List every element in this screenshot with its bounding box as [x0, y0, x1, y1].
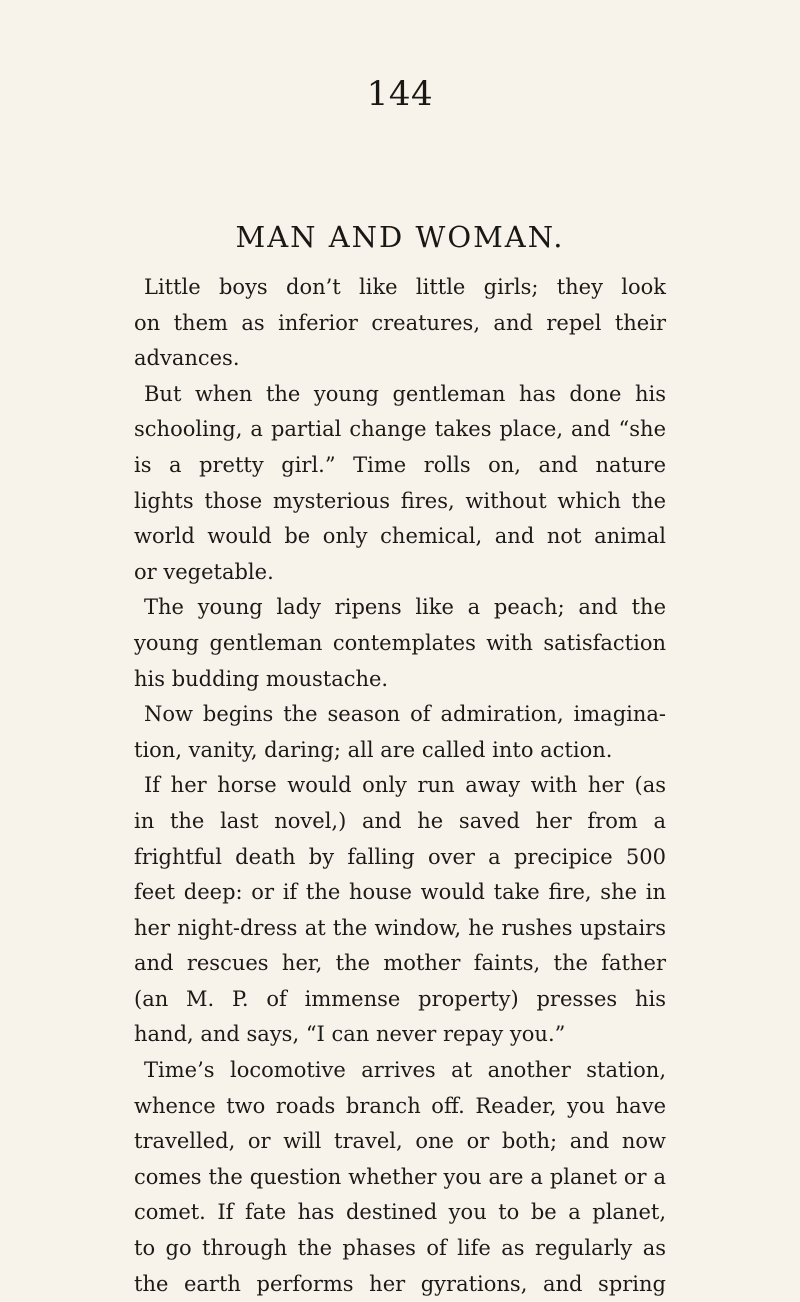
text-line: tion, vanity, daring; all are called into action.	[134, 737, 613, 762]
text-line: or vegetable.	[134, 559, 274, 584]
text-line: But when the young gentleman has done his	[144, 381, 666, 406]
text-line: in the last novel,) and he saved her from a	[134, 808, 666, 833]
chapter-title: MAN AND WOMAN.	[235, 220, 565, 254]
text-line: feet deep: or if the house would take fire, she in	[134, 880, 666, 905]
text-line: comet. If fate has destined you to be a planet,	[134, 1200, 666, 1225]
body-text	[134, 270, 666, 1302]
text-line: schooling, a partial change takes place, and “she	[134, 417, 666, 442]
text-line: If her horse would only run away with her (as	[144, 773, 666, 798]
text-line: hand, and says, “I can never repay you.”	[134, 1022, 566, 1047]
text-line: young gentleman contemplates with satisfaction	[134, 630, 666, 655]
page-number: 144	[366, 74, 434, 114]
text-line: comes the question whether you are a planet or a	[134, 1164, 666, 1189]
text-line: is a pretty girl.” Time rolls on, and nature	[134, 452, 666, 477]
text-line: travelled, or will travel, one or both; and now	[134, 1129, 666, 1154]
text-line: and rescues her, the mother faints, the father	[134, 951, 666, 976]
text-line: (an M. P. of immense property) presses his	[134, 986, 666, 1011]
text-line: on them as inferior creatures, and repel their	[134, 310, 666, 335]
text-line: lights those mysterious fires, without which the	[134, 488, 666, 513]
text-line: whence two roads branch off. Reader, you have	[134, 1093, 666, 1118]
text-line: frightful death by falling over a precipice 500	[134, 844, 666, 869]
text-line: The young lady ripens like a peach; and the	[144, 595, 666, 620]
text-line: world would be only chemical, and not animal	[134, 524, 666, 549]
text-line: the earth performs her gyrations, and spring	[134, 1271, 666, 1296]
text-line: Now begins the season of admiration, imagina-	[144, 702, 666, 727]
text-line: to go through the phases of life as regularly as	[134, 1236, 666, 1261]
text-line: Little boys don’t like little girls; they look	[144, 275, 666, 299]
text-line: her night-dress at the window, he rushes upstairs	[134, 915, 666, 940]
text-line: advances.	[134, 346, 240, 371]
text-line: Time’s locomotive arrives at another station,	[144, 1058, 666, 1083]
text-line: his budding moustache.	[134, 666, 389, 691]
